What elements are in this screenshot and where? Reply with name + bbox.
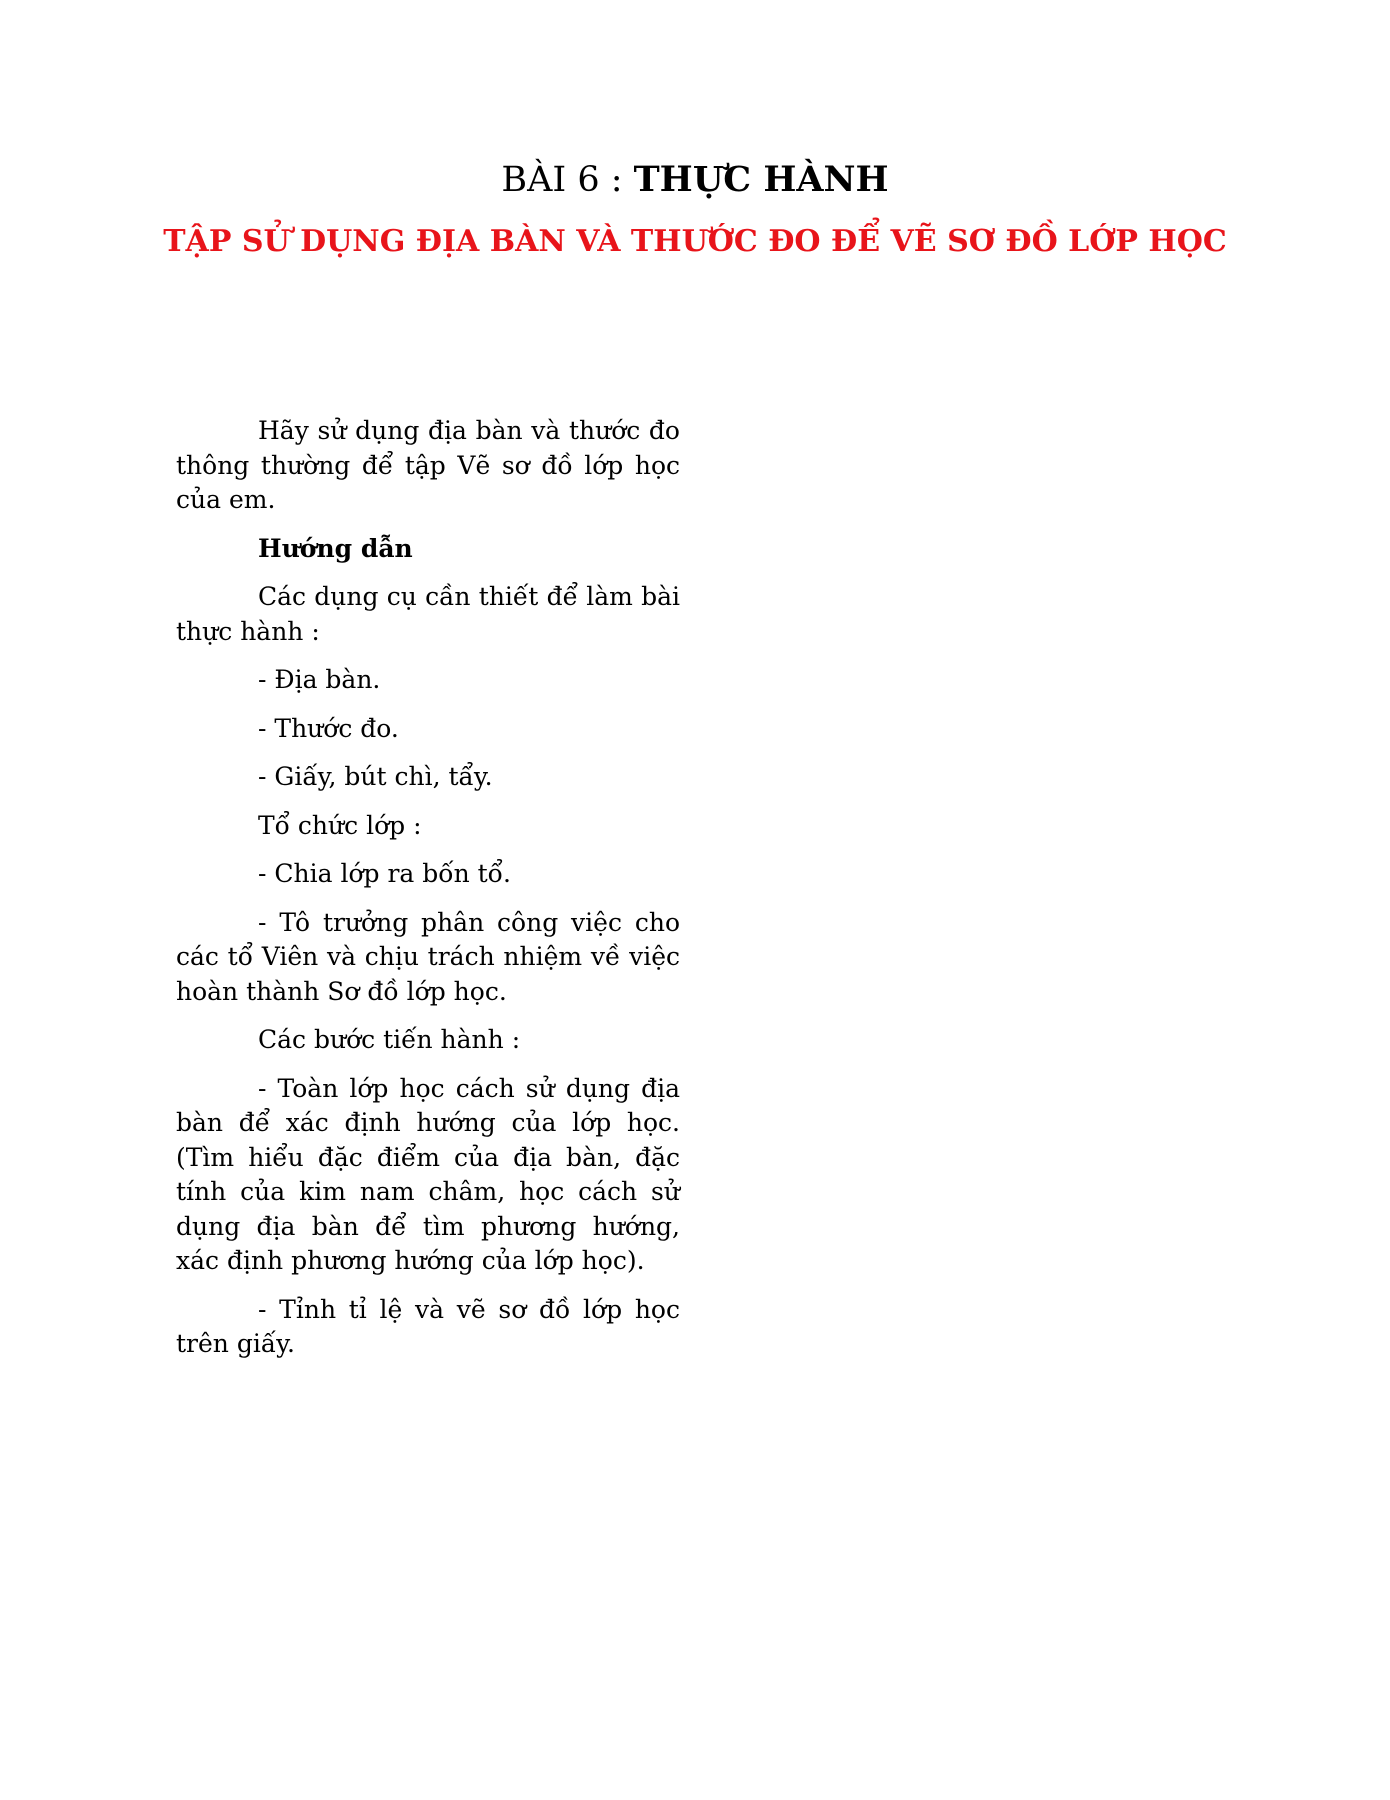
list-item: - Tỉnh tỉ lệ và vẽ sơ đồ lớp học trên giấy. bbox=[176, 1294, 680, 1358]
list-item: - Chia lớp ra bốn tổ. bbox=[258, 859, 511, 888]
list-item: - Toàn lớp học cách sử dụng địa bàn để xác định hướng của lớp học. (Tìm hiểu đặc điểm của địa bàn, đặc tính của kim nam châm, học cách sử dụng địa bàn để tìm phương hướng, xác định phương hướng của lớp học). bbox=[176, 1073, 680, 1275]
list-item: - Địa bàn. bbox=[258, 665, 381, 694]
list-item: - Tô trưởng phân công việc cho các tổ Viên và chịu trách nhiệm về việc hoàn thành Sơ đồ lớp học. bbox=[176, 907, 680, 1006]
lesson-title-main: THỰC HÀNH bbox=[633, 159, 889, 200]
intro-paragraph: Hãy sử dụng địa bàn và thước đo thông thường để tập Vẽ sơ đồ lớp học của em. bbox=[176, 416, 680, 514]
guide-heading: Hướng dẫn bbox=[258, 533, 413, 563]
list-item: - Giấy, bút chì, tẩy. bbox=[258, 762, 493, 791]
lesson-title bbox=[0, 158, 1390, 202]
list-item: - Thước đo. bbox=[258, 713, 399, 743]
lesson-number: BÀI 6 : bbox=[501, 160, 634, 200]
lesson-subtitle: TẬP SỬ DỤNG ĐỊA BÀN VÀ THƯỚC ĐO ĐỂ VẼ SƠ ĐỒ LỚP HỌC bbox=[163, 224, 1227, 259]
tools-paragraph: Các dụng cụ cần thiết để làm bài thực hành : bbox=[176, 582, 680, 646]
organization-paragraph: Tổ chức lớp : bbox=[258, 810, 422, 840]
steps-paragraph: Các bước tiến hành : bbox=[258, 1025, 521, 1054]
body-column bbox=[176, 414, 680, 1376]
